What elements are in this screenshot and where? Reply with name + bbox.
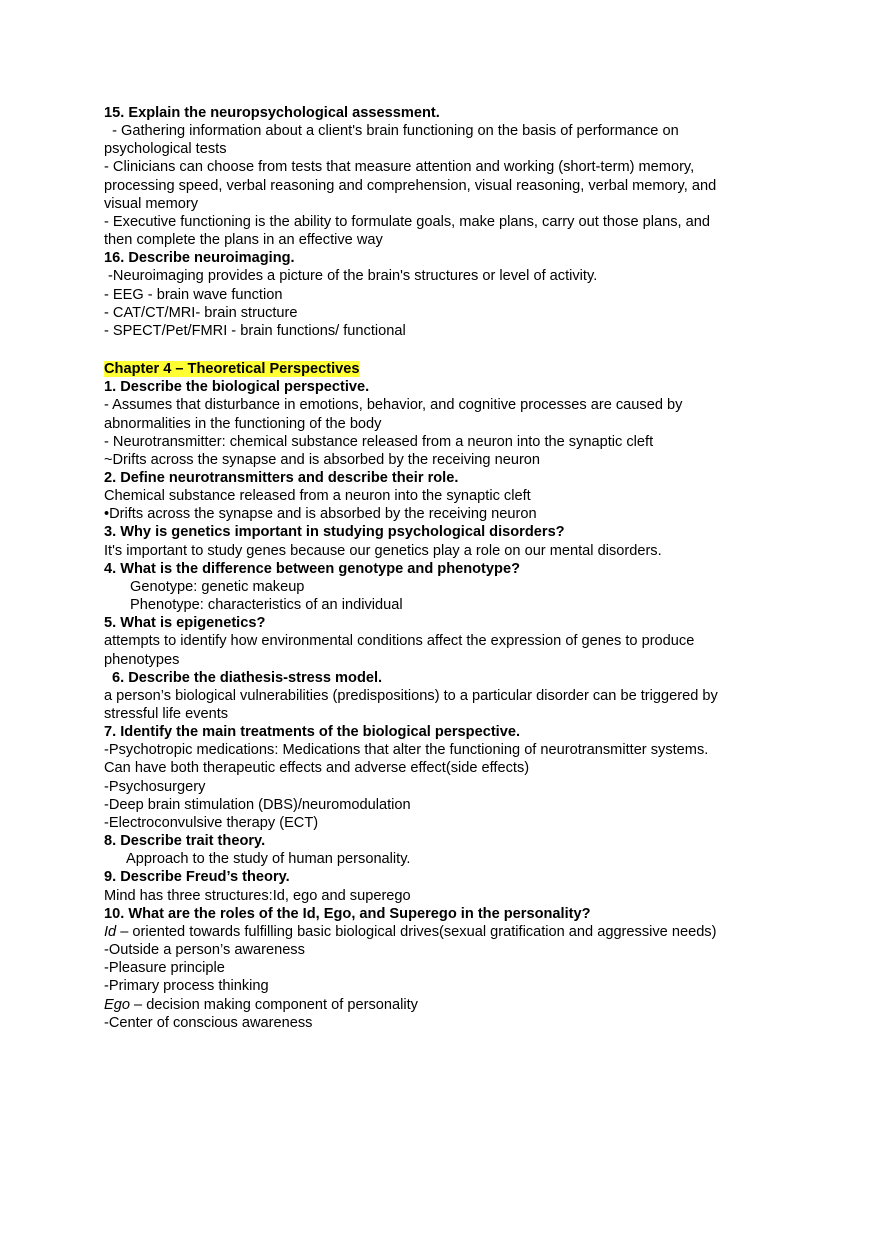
question-16-title: 16. Describe neuroimaging. [104, 250, 295, 267]
q15-line-2: psychological tests [104, 141, 227, 158]
q7-line-1: -Psychotropic medications: Medications that alter the functioning of neurotransmitter systems. [104, 742, 709, 759]
id-term: Id [104, 923, 117, 940]
q4-line-1: Genotype: genetic makeup [130, 578, 305, 595]
q7-line-4: -Deep brain stimulation (DBS)/neuromodulation [104, 796, 411, 813]
chapter-heading: Chapter 4 – Theoretical Perspectives [104, 361, 360, 378]
q15-line-6: - Executive functioning is the ability to formulate goals, make plans, carry out those plans, and [104, 213, 710, 230]
question-7-title: 7. Identify the main treatments of the biological perspective. [104, 724, 521, 741]
q16-line-4: - SPECT/Pet/FMRI - brain functions/ functional [104, 322, 406, 339]
q1-line-4: ~Drifts across the synapse and is absorbed by the receiving neuron [104, 451, 541, 468]
q1-line-3: - Neurotransmitter: chemical substance released from a neuron into the synaptic cleft [104, 433, 654, 450]
q10-ego-line [104, 996, 794, 1014]
question-6-title: 6. Describe the diathesis-stress model. [112, 669, 383, 686]
question-2-title: 2. Define neurotransmitters and describe their role. [104, 469, 459, 486]
q6-line-2: stressful life events [104, 706, 229, 722]
q16-line-3: - CAT/CT/MRI- brain structure [104, 304, 298, 321]
question-1-title: 1. Describe the biological perspective. [104, 379, 370, 396]
q10-ego-line-1: -Center of conscious awareness [104, 1014, 313, 1031]
question-10-title: 10. What are the roles of the Id, Ego, and Superego in the personality? [104, 905, 591, 922]
question-4-title: 4. What is the difference between genotype and phenotype? [104, 560, 520, 577]
question-15-title: 15. Explain the neuropsychological assessment. [104, 105, 440, 121]
question-3-title: 3. Why is genetics important in studying psychological disorders? [104, 524, 565, 541]
q1-line-2: abnormalities in the functioning of the body [104, 415, 382, 432]
q10-id-line [104, 923, 794, 941]
q16-line-1: -Neuroimaging provides a picture of the brain's structures or level of activity. [104, 268, 598, 285]
q15-line-4: processing speed, verbal reasoning and comprehension, visual reasoning, verbal memory, and [104, 177, 717, 194]
document-body [104, 104, 794, 1032]
q1-line-1: - Assumes that disturbance in emotions, behavior, and cognitive processes are caused by [104, 397, 683, 414]
question-9-title: 9. Describe Freud’s theory. [104, 869, 290, 886]
id-definition: – oriented towards fulfilling basic biological drives(sexual gratification and aggressive needs) [116, 923, 717, 940]
q15-line-5: visual memory [104, 195, 199, 212]
ego-term: Ego [104, 996, 130, 1013]
q9-line-1: Mind has three structures:Id, ego and superego [104, 887, 411, 904]
q5-line-1: attempts to identify how environmental conditions affect the expression of genes to produce [104, 633, 695, 650]
q5-line-2: phenotypes [104, 651, 180, 668]
q3-line-1: It's important to study genes because our genetics play a role on our mental disorders. [104, 542, 662, 559]
q7-line-3: -Psychosurgery [104, 778, 206, 795]
q10-id-line-2: -Pleasure principle [104, 960, 225, 977]
q15-line-1: - Gathering information about a client's brain functioning on the basis of performance on [104, 123, 679, 140]
section-spacer [104, 340, 794, 360]
ego-definition: – decision making component of personality [129, 996, 418, 1013]
q15-line-3: - Clinicians can choose from tests that measure attention and working (short-term) memory, [104, 159, 695, 176]
q8-line-1: Approach to the study of human personality. [126, 851, 411, 868]
q7-line-5: -Electroconvulsive therapy (ECT) [104, 814, 319, 831]
q4-line-2: Phenotype: characteristics of an individual [130, 597, 403, 614]
q16-line-2: - EEG - brain wave function [104, 286, 283, 303]
q2-line-1: Chemical substance released from a neuron into the synaptic cleft [104, 488, 531, 505]
q10-id-line-1: -Outside a person’s awareness [104, 942, 305, 959]
q7-line-2: Can have both therapeutic effects and adverse effect(side effects) [104, 760, 530, 777]
question-5-title: 5. What is epigenetics? [104, 615, 266, 632]
q15-line-7: then complete the plans in an effective way [104, 232, 383, 249]
q6-line-1: a person’s biological vulnerabilities (predispositions) to a particular disorder can be triggered by [104, 687, 718, 704]
q10-id-line-3: -Primary process thinking [104, 978, 269, 995]
q2-line-2: •Drifts across the synapse and is absorbed by the receiving neuron [104, 506, 537, 523]
question-8-title: 8. Describe trait theory. [104, 833, 266, 850]
